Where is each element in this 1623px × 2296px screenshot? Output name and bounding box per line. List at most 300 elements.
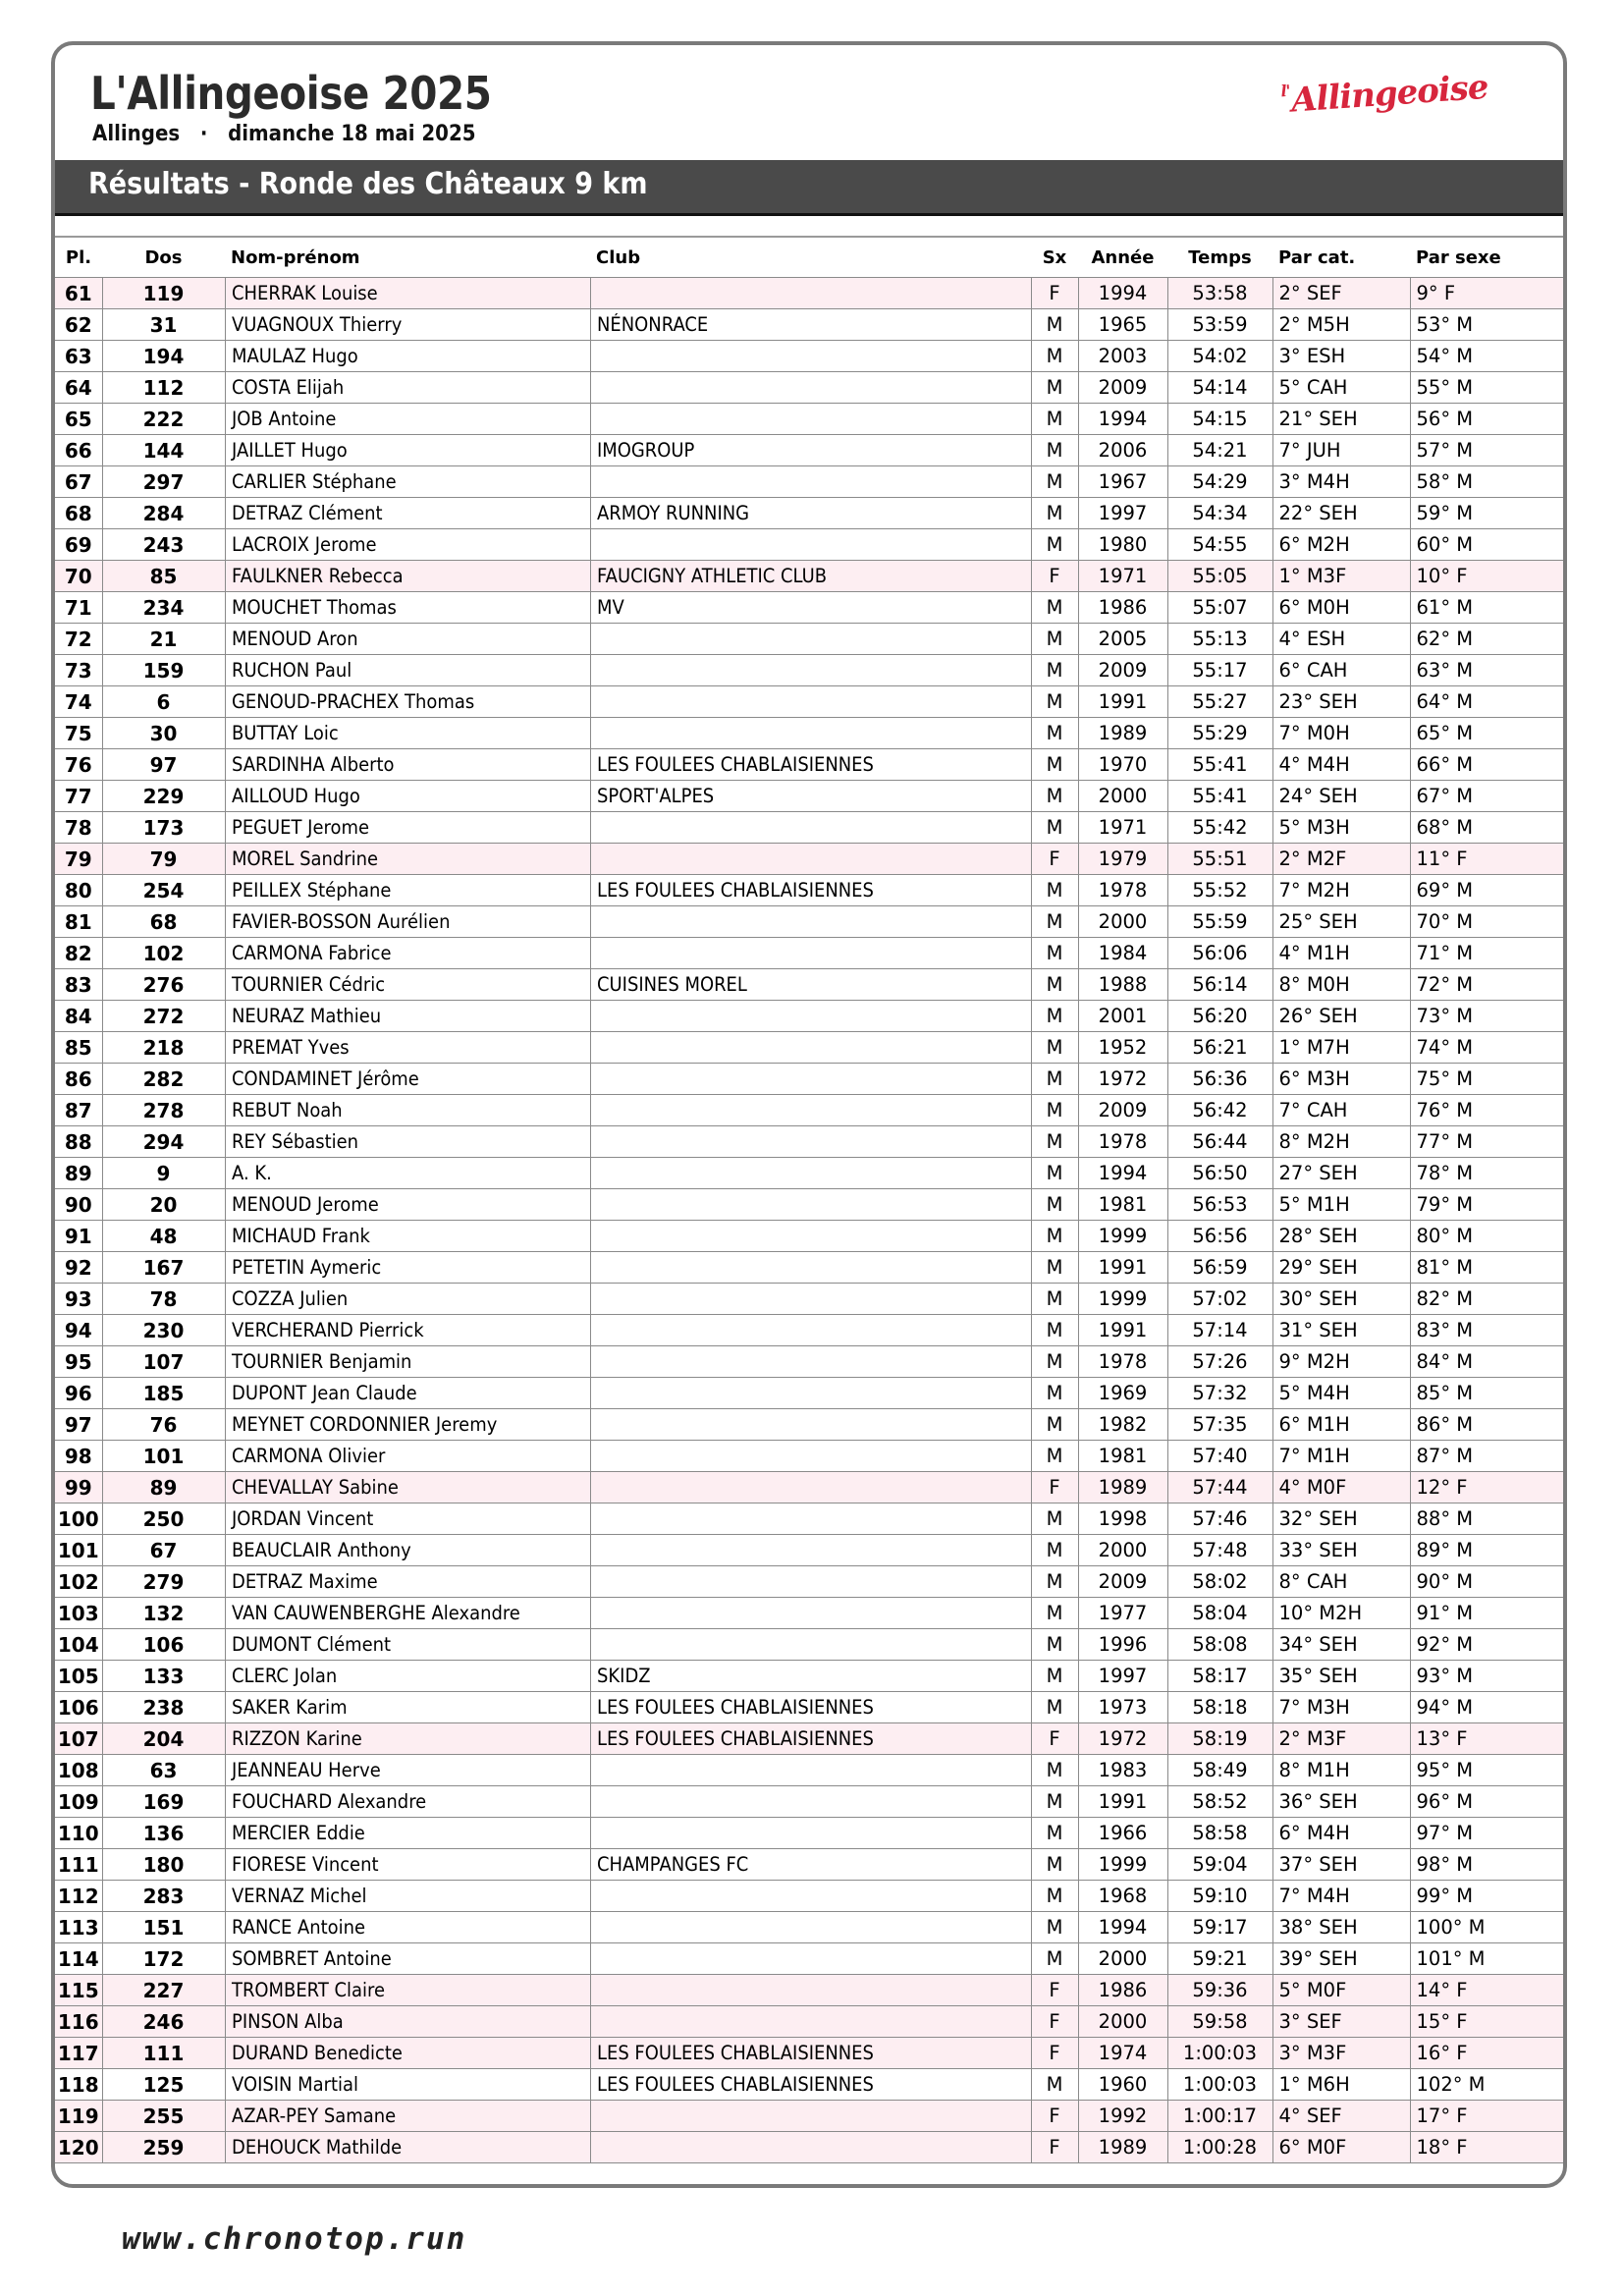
name-cell: CARMONA Olivier: [225, 1441, 590, 1472]
name-cell: SAKER Karim: [225, 1692, 590, 1723]
time-cell: 54:02: [1167, 341, 1272, 372]
time-cell: 56:20: [1167, 1001, 1272, 1032]
table-row: [55, 561, 1563, 592]
category-rank-cell: 5° M1H: [1272, 1189, 1410, 1221]
place-cell: 75: [55, 718, 102, 749]
sex-cell: F: [1031, 278, 1078, 309]
sex-cell: M: [1031, 1503, 1078, 1535]
year-cell: 1973: [1078, 1692, 1167, 1723]
sex-rank-cell: 90° M: [1410, 1566, 1563, 1598]
name-cell: MERCIER Eddie: [225, 1818, 590, 1849]
sex-rank-cell: 102° M: [1410, 2069, 1563, 2101]
sex-rank-cell: 71° M: [1410, 938, 1563, 969]
sex-cell: M: [1031, 498, 1078, 529]
sex-rank-cell: 97° M: [1410, 1818, 1563, 1849]
name-cell: AILLOUD Hugo: [225, 781, 590, 812]
name-cell: JORDAN Vincent: [225, 1503, 590, 1535]
category-rank-cell: 7° M1H: [1272, 1441, 1410, 1472]
time-cell: 56:53: [1167, 1189, 1272, 1221]
sex-cell: M: [1031, 1126, 1078, 1158]
sex-rank-cell: 56° M: [1410, 404, 1563, 435]
club-cell: [590, 624, 1031, 655]
table-row: [55, 372, 1563, 404]
time-cell: 57:14: [1167, 1315, 1272, 1346]
table-row: [55, 1535, 1563, 1566]
sex-cell: M: [1031, 1001, 1078, 1032]
bib-cell: 76: [102, 1409, 225, 1441]
table-row: [55, 1566, 1563, 1598]
category-rank-cell: 5° M4H: [1272, 1378, 1410, 1409]
club-cell: FAUCIGNY ATHLETIC CLUB: [590, 561, 1031, 592]
club-cell: [590, 1503, 1031, 1535]
year-cell: 1966: [1078, 1818, 1167, 1849]
name-cell: DURAND Benedicte: [225, 2038, 590, 2069]
name-cell: VUAGNOUX Thierry: [225, 309, 590, 341]
bib-cell: 159: [102, 655, 225, 686]
sex-cell: F: [1031, 2101, 1078, 2132]
sex-cell: M: [1031, 466, 1078, 498]
table-row: [55, 1346, 1563, 1378]
name-cell: BEAUCLAIR Anthony: [225, 1535, 590, 1566]
place-cell: 118: [55, 2069, 102, 2101]
time-cell: 58:17: [1167, 1661, 1272, 1692]
table-row: [55, 718, 1563, 749]
year-cell: 1988: [1078, 969, 1167, 1001]
sex-cell: M: [1031, 1284, 1078, 1315]
name-cell: DETRAZ Maxime: [225, 1566, 590, 1598]
sex-rank-cell: 82° M: [1410, 1284, 1563, 1315]
club-cell: [590, 1881, 1031, 1912]
sex-cell: M: [1031, 1786, 1078, 1818]
bib-cell: 234: [102, 592, 225, 624]
name-cell: RUCHON Paul: [225, 655, 590, 686]
sex-rank-cell: 65° M: [1410, 718, 1563, 749]
sex-cell: M: [1031, 1943, 1078, 1975]
place-cell: 116: [55, 2006, 102, 2038]
place-cell: 102: [55, 1566, 102, 1598]
bib-cell: 204: [102, 1723, 225, 1755]
table-row: [55, 1692, 1563, 1723]
table-row: [55, 2069, 1563, 2101]
club-cell: LES FOULEES CHABLAISIENNES: [590, 2069, 1031, 2101]
website-link[interactable]: www.chronotop.run: [122, 2221, 467, 2257]
sex-cell: M: [1031, 1252, 1078, 1284]
sex-cell: M: [1031, 1346, 1078, 1378]
header-col-sex-rank: Par sexe: [1416, 246, 1501, 268]
table-row: [55, 1315, 1563, 1346]
name-cell: A. K.: [225, 1158, 590, 1189]
time-cell: 59:17: [1167, 1912, 1272, 1943]
place-cell: 101: [55, 1535, 102, 1566]
sex-rank-cell: 86° M: [1410, 1409, 1563, 1441]
category-rank-cell: 7° JUH: [1272, 435, 1410, 466]
bib-cell: 111: [102, 2038, 225, 2069]
year-cell: 2009: [1078, 1095, 1167, 1126]
category-rank-cell: 5° M0F: [1272, 1975, 1410, 2006]
table-row: [55, 749, 1563, 781]
sex-rank-cell: 62° M: [1410, 624, 1563, 655]
sex-cell: M: [1031, 1315, 1078, 1346]
category-rank-cell: 4° M1H: [1272, 938, 1410, 969]
sex-rank-cell: 9° F: [1410, 278, 1563, 309]
club-cell: [590, 1818, 1031, 1849]
place-cell: 61: [55, 278, 102, 309]
sex-cell: M: [1031, 749, 1078, 781]
sex-rank-cell: 54° M: [1410, 341, 1563, 372]
sex-cell: M: [1031, 1566, 1078, 1598]
place-cell: 62: [55, 309, 102, 341]
sex-cell: M: [1031, 812, 1078, 844]
year-cell: 1997: [1078, 1661, 1167, 1692]
club-cell: LES FOULEES CHABLAISIENNES: [590, 1692, 1031, 1723]
club-cell: [590, 1221, 1031, 1252]
time-cell: 55:52: [1167, 875, 1272, 906]
sex-rank-cell: 79° M: [1410, 1189, 1563, 1221]
header-col-year: Année: [1091, 246, 1155, 268]
table-row: [55, 1755, 1563, 1786]
club-cell: LES FOULEES CHABLAISIENNES: [590, 875, 1031, 906]
bib-cell: 284: [102, 498, 225, 529]
club-cell: [590, 1095, 1031, 1126]
sex-cell: M: [1031, 341, 1078, 372]
place-cell: 115: [55, 1975, 102, 2006]
name-cell: CARLIER Stéphane: [225, 466, 590, 498]
club-cell: [590, 1943, 1031, 1975]
name-cell: RANCE Antoine: [225, 1912, 590, 1943]
bib-cell: 30: [102, 718, 225, 749]
time-cell: 54:15: [1167, 404, 1272, 435]
category-rank-cell: 4° SEF: [1272, 2101, 1410, 2132]
sex-rank-cell: 64° M: [1410, 686, 1563, 718]
sex-cell: M: [1031, 1912, 1078, 1943]
sex-cell: M: [1031, 1881, 1078, 1912]
time-cell: 57:26: [1167, 1346, 1272, 1378]
category-rank-cell: 7° M3H: [1272, 1692, 1410, 1723]
year-cell: 1971: [1078, 561, 1167, 592]
place-cell: 84: [55, 1001, 102, 1032]
name-cell: TOURNIER Benjamin: [225, 1346, 590, 1378]
time-cell: 56:56: [1167, 1221, 1272, 1252]
header-col-time: Temps: [1188, 246, 1252, 268]
time-cell: 59:36: [1167, 1975, 1272, 2006]
divider: [55, 216, 1563, 238]
year-cell: 1977: [1078, 1598, 1167, 1629]
time-cell: 54:21: [1167, 435, 1272, 466]
table-row: [55, 2006, 1563, 2038]
time-cell: 57:40: [1167, 1441, 1272, 1472]
table-row: [55, 1661, 1563, 1692]
bib-cell: 250: [102, 1503, 225, 1535]
bib-cell: 106: [102, 1629, 225, 1661]
category-rank-cell: 36° SEH: [1272, 1786, 1410, 1818]
results-band: [55, 160, 1563, 216]
table-row: [55, 341, 1563, 372]
sex-rank-cell: 84° M: [1410, 1346, 1563, 1378]
place-cell: 90: [55, 1189, 102, 1221]
place-cell: 113: [55, 1912, 102, 1943]
name-cell: MEYNET CORDONNIER Jeremy: [225, 1409, 590, 1441]
year-cell: 2000: [1078, 781, 1167, 812]
name-cell: FAULKNER Rebecca: [225, 561, 590, 592]
bib-cell: 107: [102, 1346, 225, 1378]
place-cell: 103: [55, 1598, 102, 1629]
sex-rank-cell: 93° M: [1410, 1661, 1563, 1692]
sex-rank-cell: 85° M: [1410, 1378, 1563, 1409]
name-cell: TROMBERT Claire: [225, 1975, 590, 2006]
club-cell: [590, 1912, 1031, 1943]
place-cell: 99: [55, 1472, 102, 1503]
name-cell: MENOUD Jerome: [225, 1189, 590, 1221]
place-cell: 98: [55, 1441, 102, 1472]
results-title: Résultats - Ronde des Châteaux 9 km: [88, 167, 648, 201]
bib-cell: 229: [102, 781, 225, 812]
time-cell: 55:17: [1167, 655, 1272, 686]
name-cell: DETRAZ Clément: [225, 498, 590, 529]
bib-cell: 101: [102, 1441, 225, 1472]
name-cell: GENOUD-PRACHEX Thomas: [225, 686, 590, 718]
name-cell: NEURAZ Mathieu: [225, 1001, 590, 1032]
club-cell: [590, 1472, 1031, 1503]
time-cell: 57:48: [1167, 1535, 1272, 1566]
club-cell: [590, 1975, 1031, 2006]
sex-cell: M: [1031, 1441, 1078, 1472]
time-cell: 57:46: [1167, 1503, 1272, 1535]
year-cell: 1986: [1078, 592, 1167, 624]
club-cell: [590, 906, 1031, 938]
category-rank-cell: 39° SEH: [1272, 1943, 1410, 1975]
place-cell: 67: [55, 466, 102, 498]
sex-cell: F: [1031, 2006, 1078, 2038]
sex-rank-cell: 77° M: [1410, 1126, 1563, 1158]
sex-cell: M: [1031, 1661, 1078, 1692]
sex-cell: M: [1031, 1692, 1078, 1723]
place-cell: 93: [55, 1284, 102, 1315]
club-cell: [590, 1786, 1031, 1818]
bib-cell: 125: [102, 2069, 225, 2101]
time-cell: 56:42: [1167, 1095, 1272, 1126]
header-col-place: Pl.: [65, 246, 92, 268]
category-rank-cell: 9° M2H: [1272, 1346, 1410, 1378]
time-cell: 59:10: [1167, 1881, 1272, 1912]
year-cell: 2001: [1078, 1001, 1167, 1032]
sex-rank-cell: 94° M: [1410, 1692, 1563, 1723]
table-row: [55, 906, 1563, 938]
table-row: [55, 875, 1563, 906]
place-cell: 107: [55, 1723, 102, 1755]
club-cell: [590, 1315, 1031, 1346]
club-cell: [590, 466, 1031, 498]
category-rank-cell: 21° SEH: [1272, 404, 1410, 435]
year-cell: 1994: [1078, 404, 1167, 435]
year-cell: 1999: [1078, 1284, 1167, 1315]
category-rank-cell: 5° CAH: [1272, 372, 1410, 404]
place-cell: 73: [55, 655, 102, 686]
year-cell: 1991: [1078, 1252, 1167, 1284]
table-row: [55, 2132, 1563, 2163]
year-cell: 2000: [1078, 906, 1167, 938]
name-cell: FIORESE Vincent: [225, 1849, 590, 1881]
time-cell: 54:34: [1167, 498, 1272, 529]
category-rank-cell: 2° M3F: [1272, 1723, 1410, 1755]
sex-cell: F: [1031, 561, 1078, 592]
category-rank-cell: 6° CAH: [1272, 655, 1410, 686]
sex-cell: M: [1031, 1598, 1078, 1629]
year-cell: 1981: [1078, 1441, 1167, 1472]
place-cell: 89: [55, 1158, 102, 1189]
sex-cell: F: [1031, 1723, 1078, 1755]
table-row: [55, 1912, 1563, 1943]
sex-cell: M: [1031, 1535, 1078, 1566]
bib-cell: 112: [102, 372, 225, 404]
sex-cell: M: [1031, 1849, 1078, 1881]
time-cell: 58:49: [1167, 1755, 1272, 1786]
category-rank-cell: 32° SEH: [1272, 1503, 1410, 1535]
category-rank-cell: 29° SEH: [1272, 1252, 1410, 1284]
bib-cell: 89: [102, 1472, 225, 1503]
category-rank-cell: 25° SEH: [1272, 906, 1410, 938]
place-cell: 95: [55, 1346, 102, 1378]
sex-cell: M: [1031, 1818, 1078, 1849]
category-rank-cell: 6° M1H: [1272, 1409, 1410, 1441]
bib-cell: 133: [102, 1661, 225, 1692]
time-cell: 1:00:03: [1167, 2069, 1272, 2101]
place-cell: 96: [55, 1378, 102, 1409]
place-cell: 77: [55, 781, 102, 812]
name-cell: MOREL Sandrine: [225, 844, 590, 875]
time-cell: 55:51: [1167, 844, 1272, 875]
time-cell: 55:27: [1167, 686, 1272, 718]
bib-cell: 246: [102, 2006, 225, 2038]
place-cell: 105: [55, 1661, 102, 1692]
sex-cell: M: [1031, 592, 1078, 624]
table-row: [55, 498, 1563, 529]
sex-cell: M: [1031, 529, 1078, 561]
name-cell: VOISIN Martial: [225, 2069, 590, 2101]
time-cell: 58:18: [1167, 1692, 1272, 1723]
place-cell: 108: [55, 1755, 102, 1786]
sex-rank-cell: 16° F: [1410, 2038, 1563, 2069]
sex-rank-cell: 63° M: [1410, 655, 1563, 686]
place-cell: 100: [55, 1503, 102, 1535]
year-cell: 2006: [1078, 435, 1167, 466]
club-cell: LES FOULEES CHABLAISIENNES: [590, 749, 1031, 781]
club-cell: [590, 1001, 1031, 1032]
name-cell: PEILLEX Stéphane: [225, 875, 590, 906]
table-row: [55, 1284, 1563, 1315]
sex-cell: M: [1031, 718, 1078, 749]
category-rank-cell: 7° M0H: [1272, 718, 1410, 749]
bib-cell: 230: [102, 1315, 225, 1346]
sex-cell: M: [1031, 2069, 1078, 2101]
sex-cell: M: [1031, 938, 1078, 969]
club-cell: [590, 1378, 1031, 1409]
sex-cell: M: [1031, 686, 1078, 718]
category-rank-cell: 7° M2H: [1272, 875, 1410, 906]
year-cell: 1984: [1078, 938, 1167, 969]
bib-cell: 132: [102, 1598, 225, 1629]
sex-rank-cell: 101° M: [1410, 1943, 1563, 1975]
club-cell: [590, 1598, 1031, 1629]
header-col-cat-rank: Par cat.: [1278, 246, 1356, 268]
name-cell: PETETIN Aymeric: [225, 1252, 590, 1284]
category-rank-cell: 2° M5H: [1272, 309, 1410, 341]
sex-rank-cell: 95° M: [1410, 1755, 1563, 1786]
table-row: [55, 1252, 1563, 1284]
club-cell: SPORT'ALPES: [590, 781, 1031, 812]
sex-cell: M: [1031, 1189, 1078, 1221]
place-cell: 68: [55, 498, 102, 529]
year-cell: 1969: [1078, 1378, 1167, 1409]
time-cell: 54:55: [1167, 529, 1272, 561]
club-cell: CUISINES MOREL: [590, 969, 1031, 1001]
table-row: [55, 1943, 1563, 1975]
sex-rank-cell: 100° M: [1410, 1912, 1563, 1943]
name-cell: LACROIX Jerome: [225, 529, 590, 561]
club-cell: [590, 1126, 1031, 1158]
place-cell: 112: [55, 1881, 102, 1912]
name-cell: CONDAMINET Jérôme: [225, 1064, 590, 1095]
allingeoise-logo-icon: $^{l'}$Allingeoise: [1280, 67, 1490, 121]
place-cell: 72: [55, 624, 102, 655]
sex-cell: M: [1031, 435, 1078, 466]
name-cell: SARDINHA Alberto: [225, 749, 590, 781]
sex-rank-cell: 10° F: [1410, 561, 1563, 592]
year-cell: 1999: [1078, 1849, 1167, 1881]
year-cell: 2009: [1078, 1566, 1167, 1598]
club-cell: [590, 404, 1031, 435]
club-cell: [590, 844, 1031, 875]
year-cell: 1979: [1078, 844, 1167, 875]
club-cell: [590, 686, 1031, 718]
club-cell: [590, 1441, 1031, 1472]
category-rank-cell: 37° SEH: [1272, 1849, 1410, 1881]
time-cell: 55:05: [1167, 561, 1272, 592]
bib-cell: 31: [102, 309, 225, 341]
table-row: [55, 1001, 1563, 1032]
bib-cell: 243: [102, 529, 225, 561]
place-cell: 88: [55, 1126, 102, 1158]
time-cell: 59:21: [1167, 1943, 1272, 1975]
place-cell: 79: [55, 844, 102, 875]
table-row: [55, 404, 1563, 435]
bib-cell: 218: [102, 1032, 225, 1064]
sex-rank-cell: 98° M: [1410, 1849, 1563, 1881]
category-rank-cell: 7° CAH: [1272, 1095, 1410, 1126]
table-row: [55, 1629, 1563, 1661]
time-cell: 56:14: [1167, 969, 1272, 1001]
year-cell: 1972: [1078, 1064, 1167, 1095]
place-cell: 110: [55, 1818, 102, 1849]
table-row: [55, 1849, 1563, 1881]
year-cell: 1994: [1078, 1158, 1167, 1189]
category-rank-cell: 6° M2H: [1272, 529, 1410, 561]
time-cell: 56:44: [1167, 1126, 1272, 1158]
category-rank-cell: 6° M0H: [1272, 592, 1410, 624]
time-cell: 55:59: [1167, 906, 1272, 938]
table-row: [55, 2038, 1563, 2069]
table-row: [55, 655, 1563, 686]
club-cell: [590, 812, 1031, 844]
club-cell: NÉNONRACE: [590, 309, 1031, 341]
year-cell: 1997: [1078, 498, 1167, 529]
table-row: [55, 1786, 1563, 1818]
time-cell: 55:41: [1167, 749, 1272, 781]
table-row: [55, 1409, 1563, 1441]
table-header-row: [55, 238, 1563, 278]
place-cell: 120: [55, 2132, 102, 2163]
year-cell: 1989: [1078, 1472, 1167, 1503]
table-row: [55, 938, 1563, 969]
